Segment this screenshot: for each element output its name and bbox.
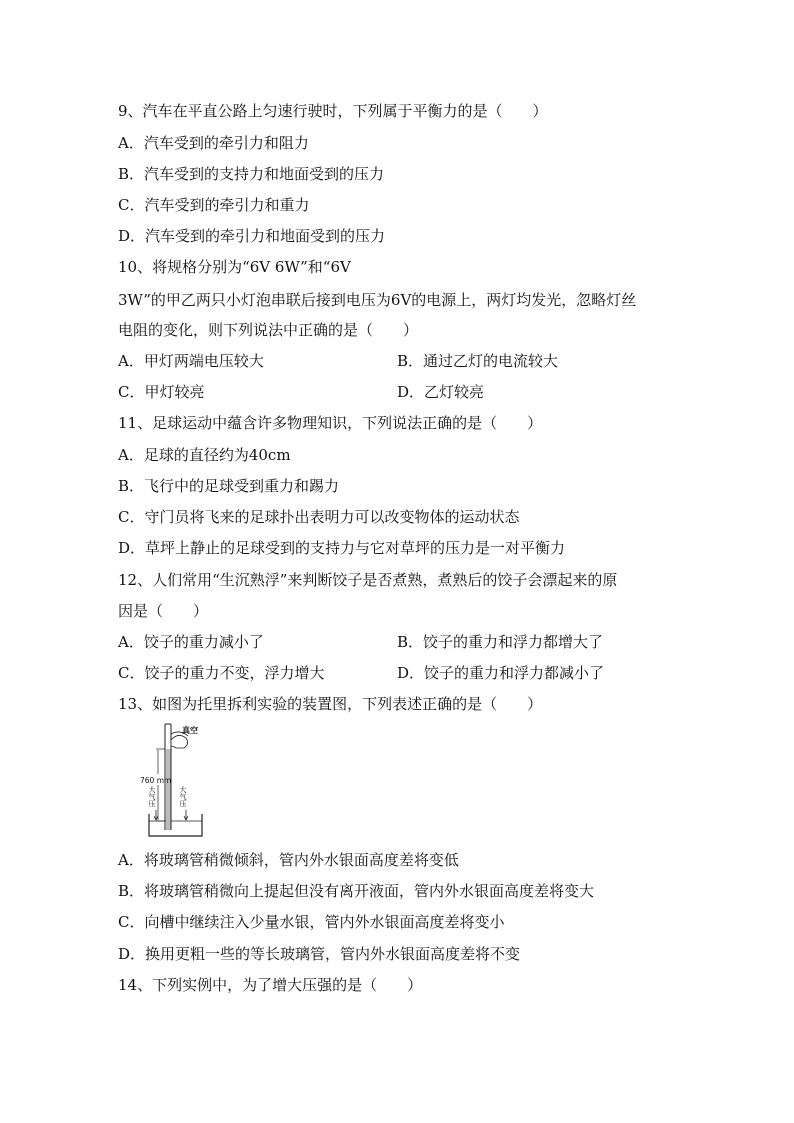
torricelli-figure (140, 722, 215, 840)
q10-stem-line2: 3W”的甲乙两只小灯泡串联后接到电压为6V的电源上，两灯均发光，忽略灯丝 (118, 291, 637, 309)
q10-option-c: C．甲灯较亮 (118, 383, 205, 401)
q9-option-d: D．汽车受到的牵引力和地面受到的压力 (118, 227, 386, 245)
q13-option-a: A．将玻璃管稍微倾斜，管内外水银面高度差将变低 (118, 851, 459, 869)
q10-option-d: D．乙灯较亮 (397, 383, 485, 401)
q12-option-c: C．饺子的重力不变，浮力增大 (118, 664, 325, 682)
q11-option-d: D．草坪上静止的足球受到的支持力与它对草坪的压力是一对平衡力 (118, 539, 566, 557)
torricelli-diagram (140, 722, 215, 840)
q12-option-a: A．饺子的重力减小了 (118, 633, 264, 651)
q9-option-a: A．汽车受到的牵引力和阻力 (118, 134, 309, 152)
q13-option-c: C．向槽中继续注入少量水银，管内外水银面高度差将变小 (118, 913, 505, 931)
q12-option-b: B．饺子的重力和浮力都增大了 (397, 633, 604, 651)
q13-option-d: D．换用更粗一些的等长玻璃管，管内外水银面高度差将不变 (118, 945, 521, 963)
q12-stem-line1: 12、人们常用“生沉熟浮”来判断饺子是否煮熟，煮熟后的饺子会漂起来的原 (118, 571, 618, 589)
q10-stem-line1: 10、将规格分别为“6V 6W”和“6V (118, 258, 351, 276)
q11-option-c: C．守门员将飞来的足球扑出表明力可以改变物体的运动状态 (118, 508, 520, 526)
height-label: 760 mm (140, 776, 172, 785)
q10-stem-line3: 电阻的变化，则下列说法中正确的是（ ） (118, 321, 419, 339)
vacuum-label: 真空 (182, 726, 198, 735)
q14-stem: 14、下列实例中，为了增大压强的是（ ） (118, 976, 423, 994)
hand-icon (171, 735, 188, 748)
q9-stem: 9、汽车在平直公路上匀速行驶时，下列属于平衡力的是（ ） (118, 102, 548, 120)
q9-option-c: C．汽车受到的牵引力和重力 (118, 196, 310, 214)
q13-stem: 13、如图为托里拆利实验的装置图，下列表述正确的是（ ） (118, 695, 543, 713)
q10-option-a: A．甲灯两端电压较大 (118, 352, 264, 370)
q11-option-a: A．足球的直径约为40cm (118, 446, 291, 464)
atm-label-left: 大气压 (148, 786, 156, 807)
atm-label-right: 大气压 (179, 786, 187, 807)
mercury-column (166, 749, 171, 830)
q13-option-b: B．将玻璃管稍微向上提起但没有离开液面，管内外水银面高度差将变大 (118, 882, 595, 900)
q12-stem-line2: 因是（ ） (118, 602, 209, 620)
q9-option-b: B．汽车受到的支持力和地面受到的压力 (118, 165, 385, 183)
q11-stem: 11、足球运动中蕴含许多物理知识，下列说法正确的是（ ） (118, 414, 543, 432)
q11-option-b: B．飞行中的足球受到重力和踢力 (118, 477, 340, 495)
q10-option-b: B．通过乙灯的电流较大 (397, 352, 559, 370)
q12-option-d: D．饺子的重力和浮力都减小了 (397, 664, 605, 682)
